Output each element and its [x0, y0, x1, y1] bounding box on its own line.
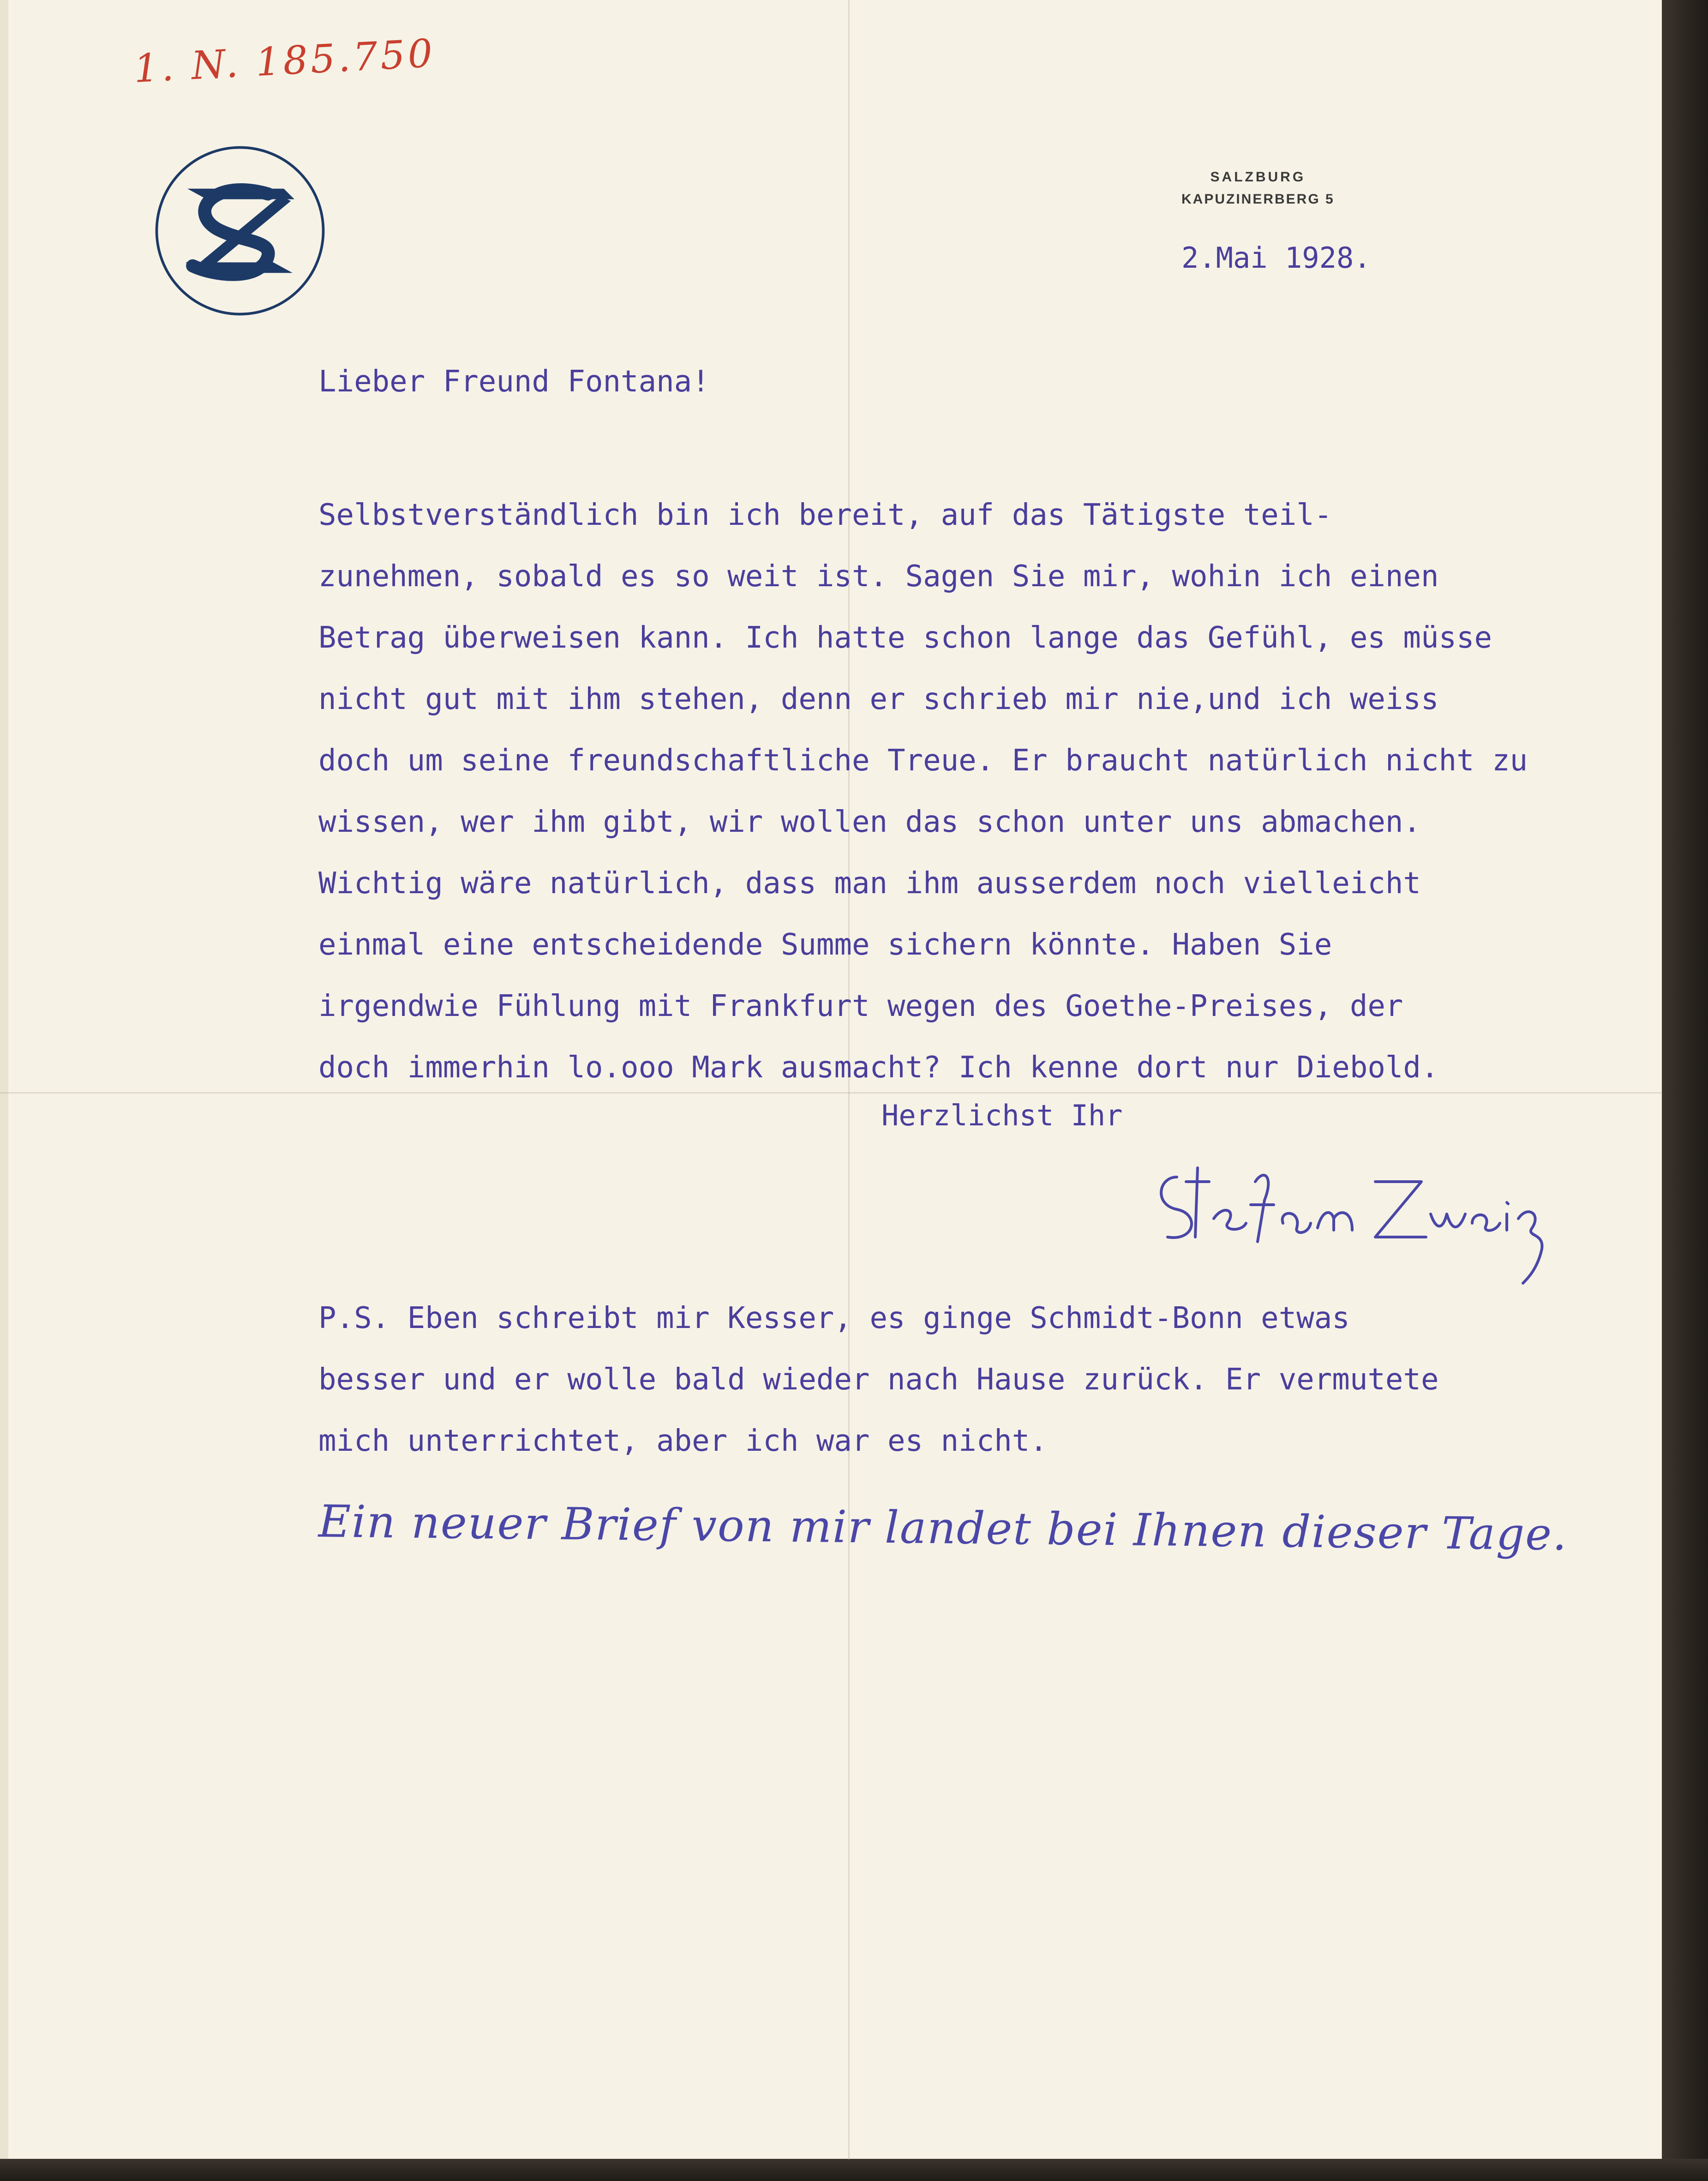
- handwritten-signature: [1149, 1149, 1555, 1288]
- body-line: Betrag überweisen kann. Ich hatte schon lange das Gefühl, es müsse: [318, 621, 1492, 655]
- letterhead-city: SALZBURG: [1210, 169, 1306, 185]
- body-line: wissen, wer ihm gibt, wir wollen das schon unter uns abmachen.: [318, 805, 1421, 839]
- letterhead-address: [1181, 166, 1335, 210]
- scan-edge-right: [1662, 0, 1708, 2181]
- postscript-line: mich unterrichtet, aber ich war es nicht.: [318, 1424, 1048, 1458]
- postscript-line: P.S. Eben schreibt mir Kesser, es ginge Schmidt-Bonn etwas: [318, 1301, 1350, 1335]
- archive-number: 1. N. 185.750: [132, 30, 437, 91]
- handwritten-postscript: Ein neuer Brief von mir landet bei Ihnen dieser Tage.: [318, 1496, 1568, 1561]
- body-line: irgendwie Fühlung mit Frankfurt wegen des Goethe-Preises, der: [318, 989, 1403, 1023]
- letterhead-street: KAPUZINERBERG 5: [1181, 192, 1335, 207]
- letter-date: 2.Mai 1928.: [1181, 241, 1371, 275]
- body-line: Selbstverständlich bin ich bereit, auf das Tätigste teil-: [318, 498, 1332, 532]
- scan-edge-left: [0, 0, 8, 2181]
- scan-edge-bottom: [0, 2159, 1708, 2181]
- body-line: Wichtig wäre natürlich, dass man ihm ausserdem noch vielleicht: [318, 866, 1421, 901]
- letter-body: [318, 485, 1528, 1099]
- salutation: Lieber Freund Fontana!: [318, 365, 710, 399]
- closing-line: Herzlichst Ihr: [881, 1099, 1123, 1132]
- body-line: doch immerhin lo.ooo Mark ausmacht? Ich kenne dort nur Diebold.: [318, 1051, 1439, 1085]
- body-line: zunehmen, sobald es so weit ist. Sagen Sie mir, wohin ich einen: [318, 559, 1439, 594]
- sz-monogram-logo: [152, 143, 328, 318]
- body-line: einmal eine entscheidende Summe sichern könnte. Haben Sie: [318, 928, 1332, 962]
- body-line: doch um seine freundschaftliche Treue. Er braucht natürlich nicht zu: [318, 744, 1528, 778]
- postscript: [318, 1288, 1438, 1472]
- postscript-line: besser und er wolle bald wieder nach Hause zurück. Er vermutete: [318, 1363, 1439, 1397]
- body-line: nicht gut mit ihm stehen, denn er schrieb mir nie,und ich weiss: [318, 682, 1439, 716]
